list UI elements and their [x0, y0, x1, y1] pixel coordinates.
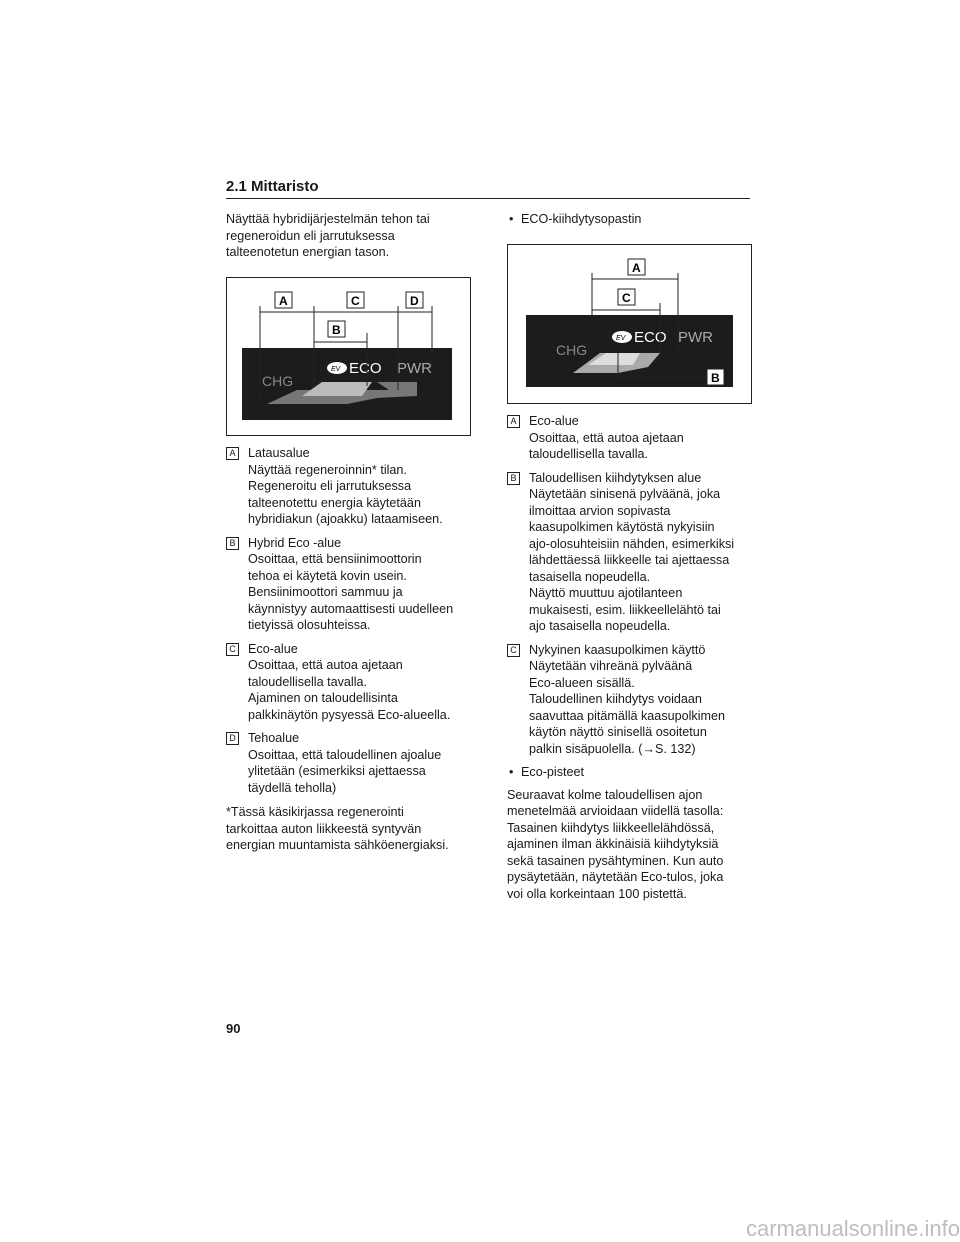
- accel-item-c: [507, 642, 755, 758]
- item-line: Osoittaa, että autoa ajetaan: [529, 430, 684, 445]
- item-line: Näytetään vihreänä pylväänä: [529, 659, 693, 673]
- item-badge: D: [226, 732, 239, 745]
- left-item-list: [226, 445, 474, 854]
- item-line: palkin sisäpuolella. (→S. 132): [529, 741, 696, 756]
- item-line: Osoittaa, että autoa ajetaan: [248, 658, 403, 672]
- label-a: A: [279, 294, 288, 308]
- item-line: Bensiinimoottori sammuu ja: [248, 585, 403, 599]
- bullet-eco-guide: • ECO-kiihdytysopastin: [507, 211, 755, 228]
- legend-item-d: [226, 730, 474, 796]
- item-line: lähdettäessä liikkeelle tai ajettaessa: [529, 553, 730, 567]
- label-b: B: [332, 323, 341, 337]
- item-line: tehoa ei käytetä kovin usein.: [248, 568, 407, 583]
- eco-indicator-diagram: [227, 278, 470, 435]
- paragraph-line: Tasainen kiihdytys liikkeellelähdössä,: [507, 820, 715, 835]
- item-line: tasaisella nopeudella.: [529, 569, 651, 584]
- item-line: palkkinäytön pysyessä Eco-alueella.: [248, 707, 451, 722]
- label-c: C: [351, 294, 360, 308]
- chg-label: CHG: [556, 342, 588, 358]
- item-title: Hybrid Eco -alue: [248, 535, 342, 550]
- paragraph-line: Seuraavat kolme taloudellisen ajon: [507, 787, 703, 802]
- watermark: carmanualsonline.info: [745, 1216, 960, 1241]
- paragraph-line: menetelmää arvioidaan viidellä tasolla:: [507, 804, 724, 818]
- eco-accel-figure: [507, 244, 752, 404]
- right-bullet-1: [507, 211, 755, 228]
- item-line: taloudellisella tavalla.: [529, 447, 649, 461]
- item-line: Näyttää regeneroinnin* tilan.: [248, 462, 407, 477]
- item-line: saavuttaa pitämällä kaasupolkimen: [529, 708, 726, 723]
- legend-item-b: [226, 535, 474, 634]
- item-line: Eco-alueen sisällä.: [529, 675, 635, 690]
- eco-accel-diagram: [508, 245, 751, 403]
- item-badge: A: [507, 415, 520, 428]
- item-line: Osoittaa, että bensiinimoottorin: [248, 552, 422, 566]
- item-title: Tehoalue: [248, 731, 300, 745]
- legend-item-a: [226, 445, 474, 528]
- section-rule: [226, 198, 750, 199]
- paragraph-line: pysäytetään, näytetään Eco-tulos, joka: [507, 870, 724, 884]
- item-line: mukaisesti, esim. liikkeellelähtö tai: [529, 602, 721, 617]
- paragraph-line: ajaminen ilman äkkinäisiä kiihdytyksiä: [507, 837, 719, 851]
- item-line: ilmoittaa arvion sopivasta: [529, 503, 671, 518]
- eco-indicator-figure: [226, 277, 471, 436]
- ev-label: EV: [331, 366, 341, 373]
- label-c: C: [622, 291, 631, 305]
- section-title: 2.1 Mittaristo: [226, 178, 319, 195]
- footnote-line: energian muuntamista sähköenergiaksi.: [226, 838, 449, 852]
- bullet-eco-score: • Eco-pisteet: [507, 764, 755, 781]
- pwr-label: PWR: [397, 360, 432, 377]
- paragraph-line: sekä tasainen pysähtyminen. Kun auto: [507, 853, 724, 868]
- item-line: Taloudellinen kiihdytys voidaan: [529, 692, 702, 706]
- item-title: Taloudellisen kiihdytyksen alue: [529, 470, 702, 485]
- chg-label: CHG: [262, 373, 294, 389]
- item-line: käynnistyy automaattisesti uudelleen: [248, 601, 454, 616]
- legend-item-c: [226, 641, 474, 724]
- item-badge: C: [507, 644, 520, 657]
- accel-item-b: [507, 470, 755, 635]
- item-line: Näyttö muuttuu ajotilanteen: [529, 586, 683, 600]
- right-item-list: [507, 413, 755, 902]
- item-line: täydellä teholla): [248, 780, 337, 795]
- accel-item-a: [507, 413, 755, 463]
- intro-line: regeneroidun eli jarrutuksessa: [226, 228, 395, 243]
- item-line: hybridiakun (ajoakku) lataamiseen.: [248, 512, 443, 526]
- item-title: Nykyinen kaasupolkimen käyttö: [529, 642, 706, 657]
- item-title: Eco-alue: [529, 414, 579, 428]
- page-number: 90: [226, 1021, 241, 1036]
- item-line: käytön näyttö sinisellä osoitetun: [529, 725, 707, 739]
- eco-score-paragraph: [507, 787, 755, 903]
- footnote-line: *Tässä käsikirjassa regenerointi: [226, 805, 404, 819]
- item-title: Latausalue: [248, 446, 310, 460]
- item-badge: B: [507, 472, 520, 485]
- item-line: Regeneroitu eli jarrutuksessa: [248, 479, 412, 493]
- item-line: ylitetään (esimerkiksi ajettaessa: [248, 764, 426, 778]
- label-a: A: [632, 261, 641, 275]
- item-line: tietyissä olosuhteissa.: [248, 618, 371, 632]
- footnote: [226, 804, 474, 854]
- item-line: talteenotettu energia käytetään: [248, 495, 421, 510]
- item-line: Osoittaa, että taloudellinen ajoalue: [248, 747, 442, 762]
- label-b: B: [711, 371, 720, 385]
- item-badge: C: [226, 643, 239, 656]
- intro-line: Näyttää hybridijärjestelmän tehon tai: [226, 212, 430, 226]
- item-line: ajo tasaisella nopeudella.: [529, 619, 671, 633]
- pwr-label: PWR: [678, 329, 713, 346]
- footnote-line: tarkoittaa auton liikkeestä syntyvän: [226, 821, 422, 836]
- label-d: D: [410, 294, 419, 308]
- item-badge: A: [226, 447, 239, 460]
- intro-line: talteenotetun energian tason.: [226, 245, 390, 259]
- ev-label: EV: [616, 335, 626, 342]
- eco-label: ECO: [634, 329, 667, 346]
- item-line: ajo-olosuhteisiin nähden, esimerkiksi: [529, 536, 735, 551]
- eco-label: ECO: [349, 360, 382, 377]
- item-line: Ajaminen on taloudellisinta: [248, 691, 398, 705]
- item-line: Näytetään sinisenä pylväänä, joka: [529, 487, 721, 501]
- paragraph-line: voi olla korkeintaan 100 pistettä.: [507, 886, 687, 901]
- item-badge: B: [226, 537, 239, 550]
- item-title: Eco-alue: [248, 641, 298, 656]
- item-line: kaasupolkimen käytöstä nykyisiin: [529, 520, 715, 534]
- left-intro: [226, 211, 476, 261]
- item-line: taloudellisella tavalla.: [248, 674, 368, 689]
